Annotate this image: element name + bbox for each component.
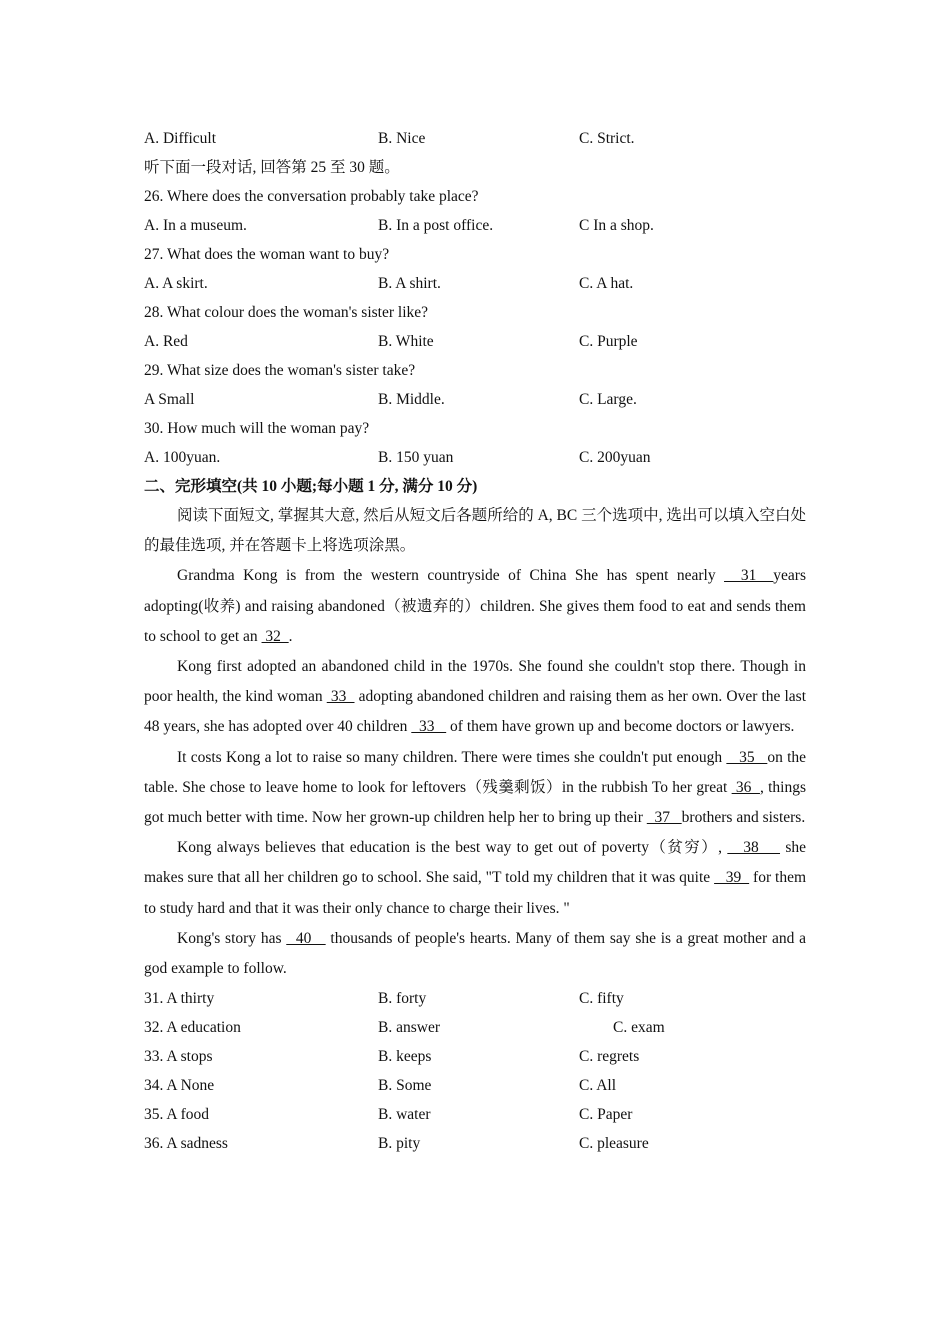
option-b: B. 150 yuan: [378, 449, 454, 466]
option-b: B. forty: [378, 990, 427, 1008]
question-27: 27. What does the woman want to buy?: [144, 246, 390, 263]
option-a: A. In a museum.: [144, 217, 247, 234]
option-c: C. A hat.: [579, 275, 634, 292]
passage-text: Kong first adopted an abandoned child in the 1970s. She found she couldn't stop there. Though in poor health, the kind woman: [144, 658, 806, 706]
option-a: A. Difficult: [144, 130, 217, 147]
blank-40: 40: [286, 929, 326, 947]
cloze-instructions: 阅读下面短文, 掌握其大意, 然后从短文后各题所给的 A, BC 三个选项中, 选出可以填入空白处的最佳选项, 并在答题卡上将选项涂黑。: [144, 507, 806, 555]
option-c: C. exam: [613, 1019, 665, 1037]
option-c: C In a shop.: [579, 217, 654, 234]
option-c: C. Paper: [579, 1106, 633, 1124]
cloze-options-33: [144, 1042, 806, 1071]
passage-text: brothers and sisters.: [681, 809, 806, 827]
option-b: B. Middle.: [378, 391, 445, 408]
blank-37: 37: [646, 809, 682, 827]
passage-text: adopting abandoned children and raising them as her own. Over the last 48 years, she has adopted over 40 children: [144, 688, 806, 736]
option-b: B. keeps: [378, 1048, 432, 1066]
passage-text: of them have grown up and become doctors or lawyers.: [446, 718, 795, 736]
passage-text: years adopting(收养) and raising abandoned（被遗弃的）children. She gives them food to eat and sends them to school to get an: [144, 567, 806, 645]
question-28-options: [144, 327, 806, 356]
question-26-options: [144, 211, 806, 240]
option-c: C. 200yuan: [579, 449, 651, 466]
option-a: A. 100yuan.: [144, 449, 221, 466]
question-30-options: [144, 443, 806, 472]
passage-paragraph-5: [144, 924, 806, 984]
passage-paragraph-1: [144, 561, 806, 652]
question-29-options: [144, 385, 806, 414]
passage-text: .: [288, 627, 293, 645]
option-a: 34. A None: [144, 1077, 215, 1095]
option-b: B. A shirt.: [378, 275, 441, 292]
passage-paragraph-3: [144, 743, 806, 834]
option-b: B. pity: [378, 1135, 421, 1153]
question-27-options: [144, 269, 806, 298]
option-c: C. pleasure: [579, 1135, 649, 1153]
passage-text: Kong's story has: [177, 929, 287, 947]
passage-text: for them to study hard and that it was their only chance to charge their lives. ": [144, 869, 806, 917]
option-a: A Small: [144, 391, 195, 408]
question-29: 29. What size does the woman's sister take?: [144, 362, 416, 379]
option-c: C. All: [579, 1077, 617, 1095]
option-a: 36. A sadness: [144, 1135, 228, 1153]
blank-34: 33: [411, 718, 447, 736]
option-a: 31. A thirty: [144, 990, 215, 1008]
passage-text: on the table. She chose to leave home to look for leftovers（残羹剩饭）in the rubbish To her great: [144, 748, 807, 796]
option-a: 32. A education: [144, 1019, 241, 1037]
blank-33: 33: [326, 688, 355, 706]
passage-text: , things got much better with time. Now her grown-up children help her to bring up their: [144, 778, 806, 827]
cloze-options-32: [144, 1013, 806, 1042]
question-28: 28. What colour does the woman's sister like?: [144, 304, 429, 321]
question-25-options: [144, 124, 806, 153]
cloze-options-34: [144, 1071, 806, 1100]
option-b: B. answer: [378, 1019, 440, 1037]
exam-page: [144, 124, 806, 1158]
blank-39: 39: [714, 869, 750, 887]
option-a: A. A skirt.: [144, 275, 208, 292]
cloze-options-36: [144, 1129, 806, 1158]
cloze-section-heading: 二、完形填空(共 10 小题;每小题 1 分, 满分 10 分): [144, 478, 478, 495]
option-c: C. Purple: [579, 333, 638, 350]
option-a: A. Red: [144, 333, 188, 350]
blank-31: 31: [724, 567, 774, 585]
option-c: C. Strict.: [579, 130, 635, 147]
option-b: B. Nice: [378, 130, 426, 147]
cloze-options-35: [144, 1100, 806, 1129]
passage-paragraph-4: [144, 833, 806, 924]
option-b: B. Some: [378, 1077, 432, 1095]
passage-text: It costs Kong a lot to raise so many children. There were times she couldn't put enough: [177, 748, 727, 766]
passage-text: Kong always believes that education is the best way to get out of poverty（贫穷）,: [177, 839, 728, 857]
passage-text: thousands of people's hearts. Many of them say she is a great mother and a god example to follow.: [144, 929, 806, 978]
option-c: C. Large.: [579, 391, 637, 408]
option-b: B. White: [378, 333, 434, 350]
cloze-options-31: [144, 984, 806, 1013]
question-30: 30. How much will the woman pay?: [144, 420, 370, 437]
option-a: 33. A stops: [144, 1048, 213, 1066]
option-b: B. In a post office.: [378, 217, 494, 234]
option-b: B. water: [378, 1106, 431, 1124]
question-26: 26. Where does the conversation probably take place?: [144, 188, 479, 205]
option-c: C. regrets: [579, 1048, 640, 1066]
passage-paragraph-2: [144, 652, 806, 743]
blank-36: 36: [731, 778, 760, 796]
option-c: C. fifty: [579, 990, 624, 1008]
blank-38: 38: [727, 839, 781, 857]
passage-text: Grandma Kong is from the western countryside of China She has spent nearly: [177, 567, 725, 585]
listening-instruction: 听下面一段对话, 回答第 25 至 30 题。: [144, 159, 400, 176]
option-a: 35. A food: [144, 1106, 210, 1124]
passage-text: she makes sure that all her children go to school. She said, "T told my children that it was quite: [144, 839, 806, 887]
blank-32: 32: [261, 627, 289, 645]
blank-35: 35: [726, 748, 768, 766]
